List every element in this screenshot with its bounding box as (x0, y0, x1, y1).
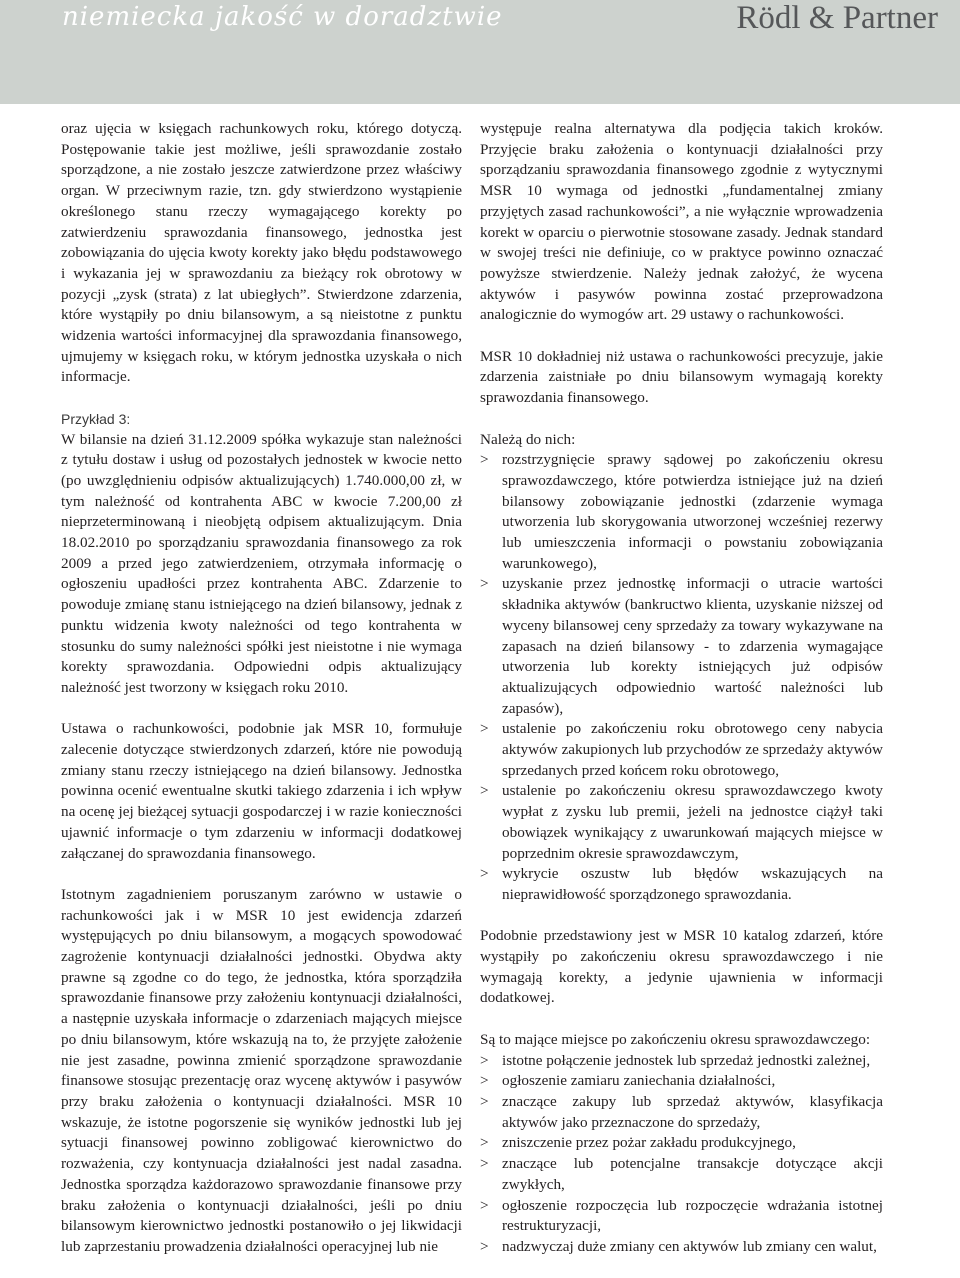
list-item (480, 450, 883, 574)
list-item-text: ogłoszenie zamiaru zaniechania działalności, (502, 1072, 776, 1090)
header-tagline: niemiecka jakość w doradztwie (62, 2, 503, 32)
list-item-text: istotne połączenie jednostek lub sprzedaż jednostki zależnej, (502, 1051, 871, 1069)
list-item (480, 574, 883, 719)
list-lead: Należą do nich: (480, 430, 576, 448)
paragraph: Podobnie przedstawiony jest w MSR 10 katalog zdarzeń, które wystąpiły po zakończeniu okresu sprawozdawczego i nie wymagają korekty, a jedynie ujawnienia w informacji dodatkowej. (480, 927, 883, 1007)
list-item (480, 1071, 883, 1092)
list-item-text: znaczące zakupy lub sprzedaż aktywów, klasyfikacja aktywów jako przeznaczone do sprzedaży, (502, 1092, 883, 1131)
list-item (480, 719, 883, 781)
list-item (480, 1196, 883, 1237)
bullet-marker: > (480, 1092, 489, 1110)
bullet-marker: > (480, 1051, 489, 1069)
right-column (480, 119, 883, 1278)
bullet-marker: > (480, 1134, 489, 1152)
list-item-text: rozstrzygnięcie sprawy sądowej po zakończeniu okresu sprawozdawczego, które potwierdza istniejące już na dzień bilansowy zobowiązanie jednostki (zdarzenie wymaga utworzenia lub skorygowania utworzonej wcześniej rezerwy lub umieszczenia informacji o powstaniu zobowiązania warunkowego), (502, 451, 883, 572)
list-item (480, 1051, 883, 1072)
list-item-text: ogłoszenie rozpoczęcia lub rozpoczęcie wdrażania istotnej restrukturyzacji, (502, 1196, 883, 1235)
brand-logo-text: Rödl & Partner (736, 0, 938, 36)
non-adjusting-events-list (480, 1051, 883, 1258)
list-item (480, 1237, 883, 1258)
paragraph: Istotnym zagadnieniem poruszanym zarówno w ustawie o rachunkowości jak i w MSR 10 jest ewidencja zdarzeń występujących po dniu bilansowym, a mogących spowodować zagrożenie kontynuacji działalności jednostki. Obydwa akty prawne są zgodne co do tego, że jednostka, która sporządziła sprawozdanie finansowe przy założeniu kontynuacji działalności, a następnie uzyskała informacje o zdarzeniach mających miejsce po dniu bilansowym, które wskazują na to, że przyjęte założenie nie jest zasadne, powinna zmienić sporządzone sprawozdanie finansowe stosując prezentację oraz wycenę aktywów i pasywów przy braku założenia o kontynuacji działalności. MSR 10 wskazuje, że istotne pogorszenie się wyników jednostki lub jej sytuacji finansowej powinno zobligować kierownictwo do rozważenia, czy kontynuacja działalności jest nadal zasadna. Jednostka sporządza każdorazowo sprawozdanie finansowe przy braku założenia o kontynuacji działalności, jeśli po dniu bilansowym kierownictwo jednostki postanowiło o jej likwidacji lub zaprzestaniu prowadzenia działalności operacyjnej lub nie (61, 885, 462, 1255)
list-item-text: ustalenie po zakończeniu roku obrotowego ceny nabycia aktywów zakupionych lub przychodów ze sprzedaży aktywów sprzedanych przed końcem roku obrotowego, (502, 720, 883, 779)
bullet-marker: > (480, 720, 489, 738)
paragraph: oraz ujęcia w księgach rachunkowych roku, którego dotyczą. Postępowanie takie jest możliwe, jeśli sprawozdanie zostało sporządzone, a nie zostało jeszcze zatwierdzone przez właściwy organ. W przeciwnym razie, tzn. gdy stwierdzono wystąpienie określonego stanu rzeczy wymagającego korekty po zatwierdzeniu sprawozdania finansowego, jednostka jest zobowiązania do ujęcia kwoty korekty jako błędu podstawowego i wykazania jej w sprawozdaniu za bieżący rok obrotowy w pozycji „zysk (strata) z lat ubiegłych”. Stwierdzone zdarzenia, które wystąpiły po dniu bilansowym, a są nieistotne z punktu widzenia wartości informacyjnej dla sprawozdania finansowego, ujmujemy w księgach roku, w którym jednostka uzyskała o nich informacje. (61, 120, 462, 386)
list-item (480, 1133, 883, 1154)
list-item (480, 864, 883, 905)
page-header (0, 0, 960, 104)
list-item (480, 1092, 883, 1133)
example-title: Przykład 3: (61, 410, 131, 427)
list-item-text: nadzwyczaj duże zmiany cen aktywów lub zmiany cen walut, (502, 1237, 877, 1255)
bullet-marker: > (480, 1237, 489, 1255)
list-lead: Są to mające miejsce po zakończeniu okresu sprawozdawczego: (480, 1030, 871, 1048)
bullet-marker: > (480, 575, 489, 593)
list-item-text: ustalenie po zakończeniu okresu sprawozdawczego kwoty wypłat z zysku lub premii, jeżeli na jednostce ciążył taki obowiązek wynikający z uwarunkowań mających miejsce w poprzednim okresie sprawozdawczym, (502, 782, 883, 862)
adjusting-events-list (480, 450, 883, 905)
list-item-text: zniszczenie przez pożar zakładu produkcyjnego, (502, 1134, 796, 1152)
list-item-text: znaczące lub potencjalne transakcje dotyczące akcji zwykłych, (502, 1155, 883, 1193)
bullet-marker: > (480, 1196, 489, 1214)
bullet-marker: > (480, 451, 489, 469)
left-column (61, 119, 462, 1278)
list-item (480, 781, 883, 864)
bullet-marker: > (480, 1155, 489, 1173)
list-item (480, 1154, 883, 1195)
bullet-marker: > (480, 782, 489, 800)
bullet-marker: > (480, 1072, 489, 1090)
example-text: W bilansie na dzień 31.12.2009 spółka wykazuje stan należności z tytułu dostaw i usług od pozostałych jednostek w kwocie netto (po uwzględnieniu odpisów aktualizujących) 1.740.000,00 zł, w tym należność od kontrahenta ABC w kwocie 7.200,00 zł nieprzeterminowaną i nieobjętą odpisem aktualizującym. Dnia 18.02.2010 po sporządzaniu sprawozdania finansowego za rok 2009 a przed jego zatwierdzeniem, otrzymała informację o ogłoszeniu upadłości przez kontrahenta ABC. Zdarzenie to powoduje zmianę stanu istniejącego na dzień bilansowy, jednak z punktu widzenia kwoty należności od tego kontrahenta w stosunku do sumy należności spółki jest nieistotne i nie wymaga korekty sprawozdania. Odpowiedni odpis aktualizujący należność jest tworzony w księgach roku 2010. (61, 430, 462, 696)
paragraph: Ustawa o rachunkowości, podobnie jak MSR 10, formułuje zalecenie dotyczące stwierdzonych zdarzeń, które nie powodują zmiany stanu rzeczy istniejącego na dzień bilansowy. Jednostka powinna ocenić ewentualne skutki takiego zdarzenia i ich wpływ na ocenę jej bieżącej sytuacji gospodarczej i w razie konieczności ujawnić informacje o tym zdarzeniu w informacji dodatkowej załączanej do sprawozdania finansowego. (61, 720, 462, 862)
bullet-marker: > (480, 865, 489, 883)
paragraph: MSR 10 dokładniej niż ustawa o rachunkowości precyzuje, jakie zdarzenia zaistniałe po dniu bilansowym wymagają korekty sprawozdania finansowego. (480, 347, 883, 407)
list-item-text: uzyskanie przez jednostkę informacji o utracie wartości składnika aktywów (bankructwo klienta, uzyskanie niższej od wyceny bilansowej ceny sprzedaży za towary wykazywane na zapasach na dzień bilansowy - to zdarzenia wymagające utworzenia lub korekty istniejących już odpisów aktualizujących odpowiednio wartość należności lub zapasów), (502, 575, 883, 717)
list-item-text: wykrycie oszustw lub błędów wskazujących na nieprawidłowość sporządzonego sprawozdania. (502, 865, 883, 903)
paragraph: występuje realna alternatywa dla podjęcia takich kroków. Przyjęcie braku założenia o kontynuacji działalności przy sporządzaniu sprawozdania finansowego zgodnie z wytycznymi MSR 10 wymaga od jednostki „fundamentalnej zmiany przyjętych zasad rachunkowości”, a nie wyłącznie wprowadzenia korekt w oparciu o pierwotnie stosowane zasady. Jednak standard w swojej treści nie definiuje, co w praktyce powinno oznaczać powyższe stwierdzenie. Należy jednak założyć, że wycena aktywów i pasywów powinna zostać przeprowadzona analogicznie do wymogów art. 29 ustawy o rachunkowości. (480, 120, 883, 324)
